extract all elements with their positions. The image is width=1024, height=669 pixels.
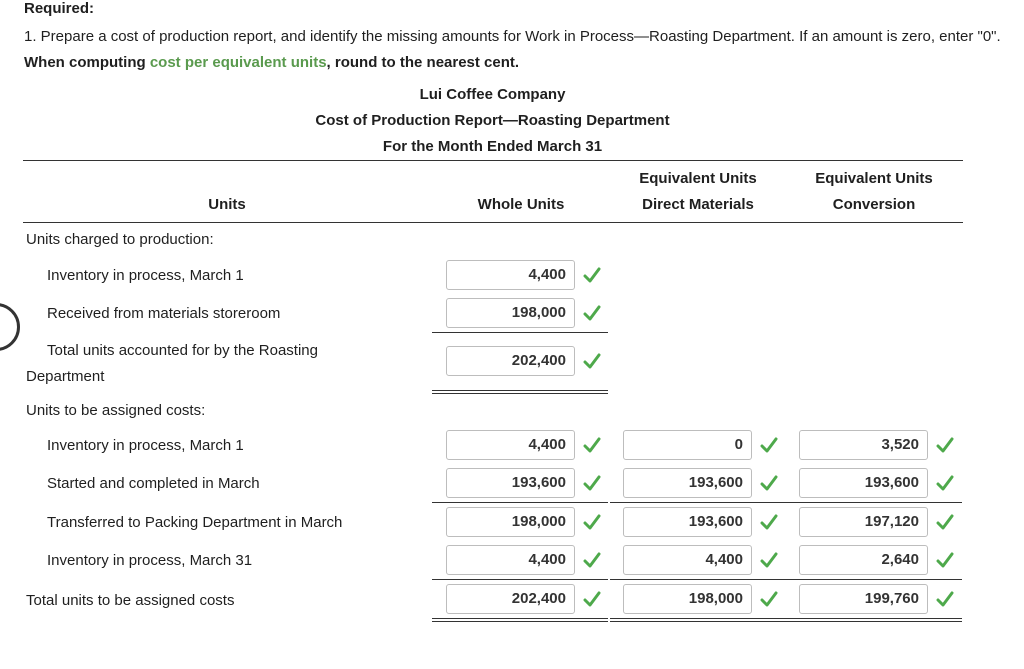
check-icon: [760, 590, 778, 608]
sum-rule: [610, 579, 786, 580]
check-icon: [583, 551, 601, 569]
report-period: For the Month Ended March 31: [382, 138, 603, 155]
whole-units-inv-march31-input[interactable]: 4,400: [446, 545, 575, 575]
double-rule: [432, 390, 608, 394]
check-icon: [583, 474, 601, 492]
eu-dm-started-completed-input[interactable]: 193,600: [623, 468, 752, 498]
instructions-bold: When computing: [24, 54, 150, 71]
eu-conv-total-assigned-input[interactable]: 199,760: [799, 584, 928, 614]
check-icon: [583, 266, 601, 284]
radio-circle: [0, 303, 20, 351]
check-icon: [760, 474, 778, 492]
whole-units-total-accounted-input[interactable]: 202,400: [446, 346, 575, 376]
row-label-received: Received from materials storeroom: [47, 305, 281, 322]
cost-per-eu-link[interactable]: cost per equivalent units: [149, 54, 327, 71]
eu-dm-transferred-input[interactable]: 193,600: [623, 507, 752, 537]
whole-units-total-assigned-input[interactable]: 202,400: [446, 584, 575, 614]
required-heading: Required:: [24, 0, 95, 17]
eu-conv-inv-march31-input[interactable]: 2,640: [799, 545, 928, 575]
col-header-eu-dm-line1: Equivalent Units: [639, 170, 757, 187]
check-icon: [760, 513, 778, 531]
check-icon: [583, 352, 601, 370]
eu-conv-started-completed-input[interactable]: 193,600: [799, 468, 928, 498]
row-label-started-completed: Started and completed in March: [47, 475, 260, 492]
check-icon: [936, 436, 954, 454]
header-bottom-rule: [23, 222, 963, 223]
sum-rule: [610, 502, 786, 503]
header-top-rule: [23, 160, 963, 161]
row-label-inv-march1: Inventory in process, March 1: [47, 267, 244, 284]
eu-conv-transferred-input[interactable]: 197,120: [799, 507, 928, 537]
double-rule: [786, 618, 962, 622]
row-label-total-accounted-2: Department: [26, 368, 105, 385]
check-icon: [936, 551, 954, 569]
section-units-charged: Units charged to production:: [26, 231, 214, 248]
double-rule: [432, 618, 608, 622]
col-header-whole-units: Whole Units: [477, 196, 565, 213]
instructions-bold-end: , round to the nearest cent.: [326, 54, 520, 71]
whole-units-received-input[interactable]: 198,000: [446, 298, 575, 328]
section-units-assigned: Units to be assigned costs:: [26, 402, 206, 419]
col-header-eu-conv-line1: Equivalent Units: [815, 170, 933, 187]
whole-units-inv-march1-input[interactable]: 4,400: [446, 260, 575, 290]
row-label-a-inv-march1: Inventory in process, March 1: [47, 437, 244, 454]
sum-rule: [786, 579, 962, 580]
company-name: Lui Coffee Company: [419, 86, 566, 103]
col-header-eu-conv-line2: Conversion: [832, 196, 916, 213]
sum-rule: [786, 502, 962, 503]
row-label-inv-march31: Inventory in process, March 31: [47, 552, 253, 569]
eu-dm-inv-march31-input[interactable]: 4,400: [623, 545, 752, 575]
check-icon: [936, 474, 954, 492]
row-label-total-accounted-1: Total units accounted for by the Roasting: [47, 342, 318, 359]
check-icon: [760, 551, 778, 569]
sum-rule: [432, 502, 608, 503]
check-icon: [583, 513, 601, 531]
whole-units-transferred-input[interactable]: 198,000: [446, 507, 575, 537]
check-icon: [583, 436, 601, 454]
whole-units-started-completed-input[interactable]: 193,600: [446, 468, 575, 498]
instructions: [24, 24, 1019, 76]
instructions-text: 1. Prepare a cost of production report, and identify the missing amounts for Work in Process—Roasting Department. If an amount is zero, enter "0".: [24, 28, 1001, 45]
report-title: Cost of Production Report—Roasting Department: [315, 112, 670, 129]
check-icon: [760, 436, 778, 454]
double-rule: [610, 618, 786, 622]
row-label-total-assigned: Total units to be assigned costs: [26, 592, 235, 609]
sum-rule: [432, 332, 608, 333]
eu-dm-total-assigned-input[interactable]: 198,000: [623, 584, 752, 614]
check-icon: [583, 590, 601, 608]
check-icon: [936, 590, 954, 608]
eu-conv-a-inv-march1-input[interactable]: 3,520: [799, 430, 928, 460]
row-label-transferred: Transferred to Packing Department in March: [47, 514, 343, 531]
col-header-units: Units: [208, 196, 246, 213]
check-icon: [936, 513, 954, 531]
sum-rule: [432, 579, 608, 580]
whole-units-a-inv-march1-input[interactable]: 4,400: [446, 430, 575, 460]
check-icon: [583, 304, 601, 322]
eu-dm-a-inv-march1-input[interactable]: 0: [623, 430, 752, 460]
col-header-eu-dm-line2: Direct Materials: [642, 196, 754, 213]
